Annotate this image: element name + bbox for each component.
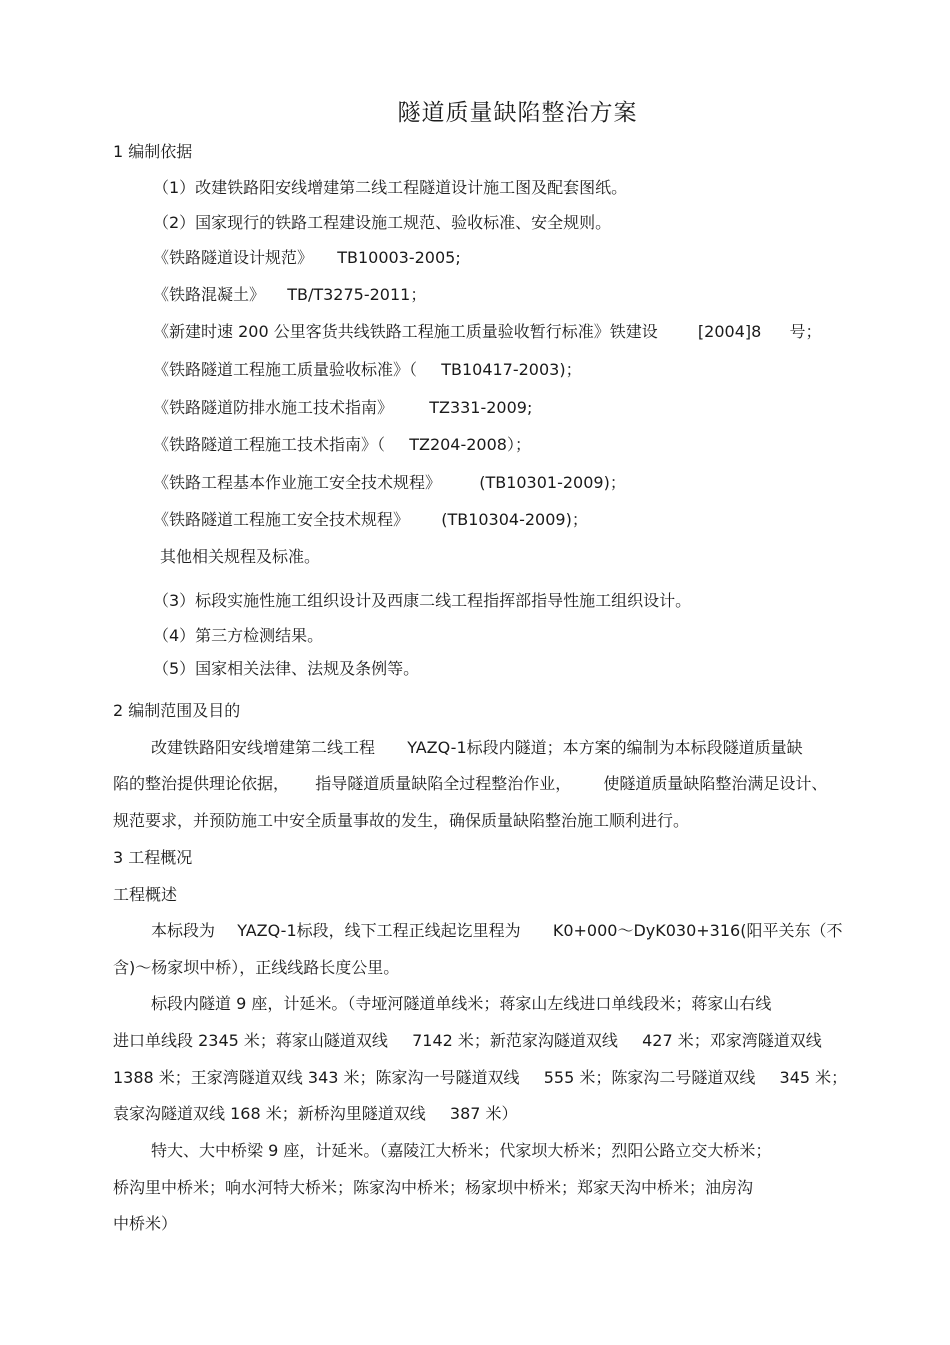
scope-line-3: 规范要求，并预防施工中安全质量事故的发生，确保质量缺陷整治施工顺利进行。 <box>113 811 690 830</box>
tunnel-line-2: 进口单线段 2345 米；蒋家山隧道双线 7142 米；新范家沟隧道双线 427 米；邓家湾隧道双线 <box>113 1031 822 1050</box>
basis-item-1: （1）改建铁路阳安线增建第二线工程隧道设计施工图及配套图纸。 <box>153 178 628 197</box>
standard-line <box>153 321 822 343</box>
basis-item-2: （2）国家现行的铁路工程建设施工规范、验收标准、安全规则。 <box>153 213 612 232</box>
basis-item-4: （4）第三方检测结果。 <box>153 626 324 645</box>
standard-code: (TB10304-2009)； <box>441 510 588 529</box>
standard-name: 《铁路隧道工程施工安全技术规程》 <box>153 510 410 529</box>
document-title: 隧道质量缺陷整治方案 <box>397 100 638 126</box>
tunnel-line-4: 袁家沟隧道双线 168 米；新桥沟里隧道双线 387 米） <box>113 1104 518 1123</box>
standard-line <box>153 359 582 381</box>
section-1-heading: 1 编制依据 <box>113 142 193 161</box>
standard-line <box>153 284 426 306</box>
standard-name: 《铁路隧道工程施工质量验收标准》（ <box>153 360 418 379</box>
standard-name: 《铁路混凝土》 <box>153 285 266 304</box>
standard-name: 《铁路隧道工程施工技术指南》（ <box>153 435 386 454</box>
basis-item-3: （3）标段实施性施工组织设计及西康二线工程指挥部指导性施工组织设计。 <box>153 591 692 610</box>
standard-suffix: 号； <box>789 322 822 341</box>
standard-line <box>153 434 531 456</box>
standard-line <box>153 397 532 419</box>
scope-line-2: 陷的整治提供理论依据， 指导隧道质量缺陷全过程整治作业， 使隧道质量缺陷整治满足设计、 <box>113 774 828 793</box>
standard-code: [2004]8 <box>697 322 762 341</box>
standard-code: TZ204-2008）； <box>409 435 531 454</box>
standard-code: (TB10301-2009)； <box>479 473 626 492</box>
basis-item-5: （5）国家相关法律、法规及条例等。 <box>153 659 420 678</box>
bridge-line-2: 桥沟里中桥米；响水河特大桥米；陈家沟中桥米；杨家坝中桥米；郑家天沟中桥米；油房沟 <box>113 1178 754 1197</box>
standard-name: 《新建时速 200 公里客货共线铁路工程施工质量验收暂行标准》铁建设 <box>153 322 658 341</box>
section-3-subheading: 工程概述 <box>113 885 178 904</box>
overview-line-1: 本标段为 YAZQ-1标段，线下工程正线起讫里程为 K0+000～DyK030+316(阳平关东（不 <box>151 921 843 940</box>
standard-code: TZ331-2009; <box>429 398 533 417</box>
standard-name: 《铁路隧道设计规范》 <box>153 248 314 267</box>
standard-code: TB10417-2003)； <box>441 360 582 379</box>
standard-line <box>153 509 588 531</box>
other-standards: 其他相关规程及标准。 <box>160 547 321 566</box>
standard-code: TB/T3275-2011； <box>287 285 427 304</box>
section-2-heading: 2 编制范围及目的 <box>113 701 241 720</box>
scope-line-1: 改建铁路阳安线增建第二线工程 YAZQ-1标段内隧道；本方案的编制为本标段隧道质量缺 <box>151 738 803 757</box>
overview-line-2: 含)～杨家坝中桥），正线线路长度公里。 <box>113 958 400 977</box>
bridge-line-3: 中桥米） <box>113 1214 178 1233</box>
standard-name: 《铁路隧道防排水施工技术指南》 <box>153 398 394 417</box>
standard-line <box>153 472 626 494</box>
tunnel-line-1: 标段内隧道 9 座，计延米。（寺垭河隧道单线米；蒋家山左线进口单线段米；蒋家山右线 <box>151 994 772 1013</box>
standard-code: TB10003-2005; <box>337 248 461 267</box>
standard-line <box>153 247 461 269</box>
bridge-line-1: 特大、大中桥梁 9 座，计延米。（嘉陵江大桥米；代家坝大桥米；烈阳公路立交大桥米； <box>151 1141 772 1160</box>
section-3-heading: 3 工程概况 <box>113 848 193 867</box>
standard-name: 《铁路工程基本作业施工安全技术规程》 <box>153 473 442 492</box>
tunnel-line-3: 1388 米；王家湾隧道双线 343 米；陈家沟一号隧道双线 555 米；陈家沟二号隧道双线 345 米； <box>113 1068 848 1087</box>
